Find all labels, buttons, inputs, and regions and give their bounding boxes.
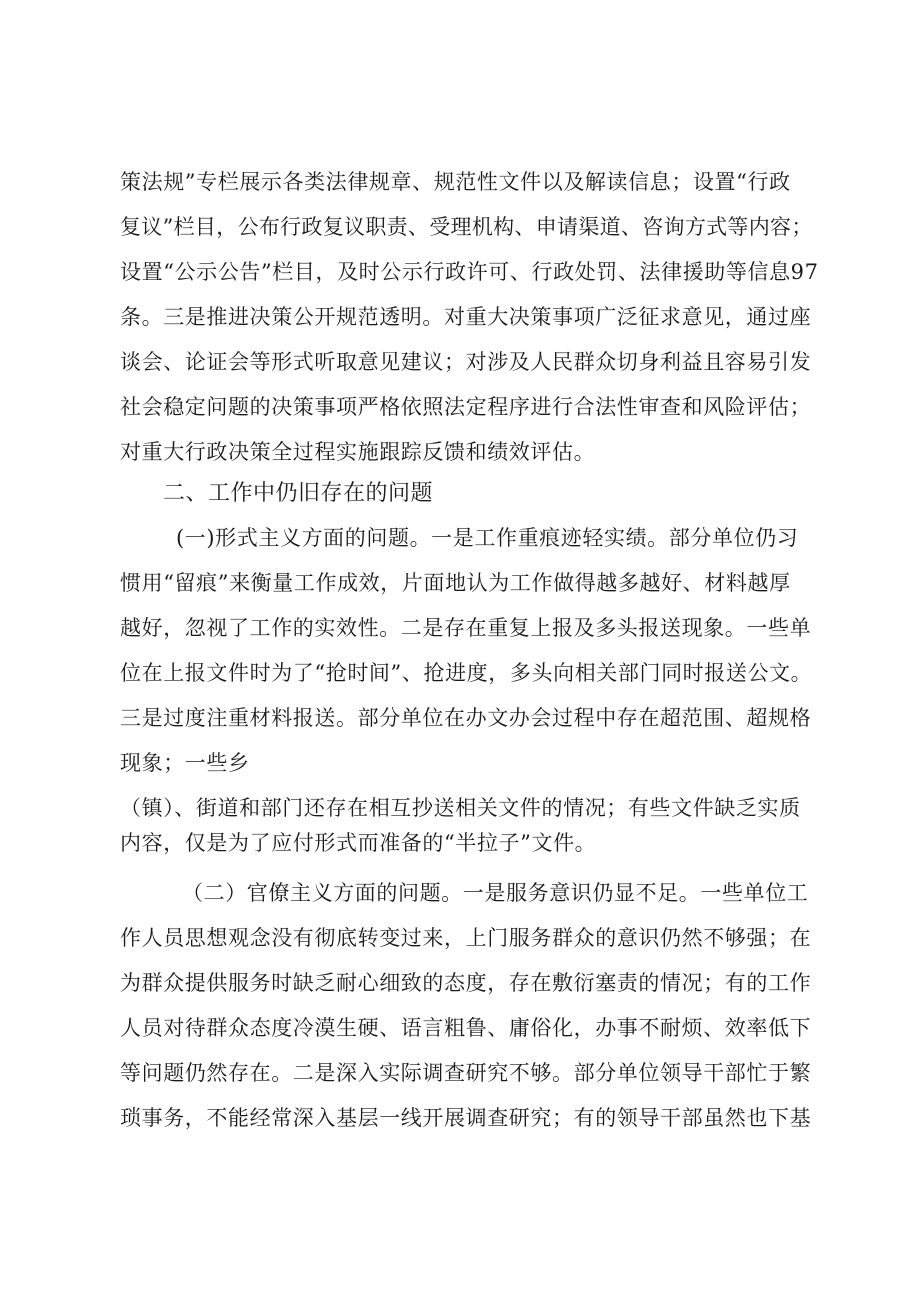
body-text-line: 条。三是推进决策公开规范透明。对重大决策事项广泛征求意见，通过座 [120,305,812,329]
body-text-line: 三是过度注重材料报送。部分单位在办文办会过程中存在超范围、超规格 [120,706,812,730]
body-text-line: 设置“公示公告”栏目，及时公示行政许可、行政处罚、法律援助等信息97 [120,260,819,284]
body-text-line: 惯用“留痕”来衡量工作成效，片面地认为工作做得越多越好、材料越厚 [120,571,791,595]
body-text-line: (一)形式主义方面的问题。一是工作重痕迹轻实绩。部分单位仍习 [176,526,799,550]
body-text-line: 谈会、论证会等形式听取意见建议；对涉及人民群众切身利益且容易引发 [120,350,812,374]
body-text-line: 社会稳定问题的决策事项严格依照法定程序进行合法性审查和风险评估； [120,395,812,419]
body-text-line: 为群众提供服务时缺乏耐心细致的态度，存在敷衍塞责的情况；有的工作 [120,971,812,995]
body-text-line: （二）官僚主义方面的问题。一是服务意识仍显不足。一些单位工 [182,881,809,905]
body-text-line: 琐事务，不能经常深入基层一线开展调查研究；有的领导干部虽然也下基 [120,1106,812,1130]
body-text-line: 作人员思想观念没有彻底转变过来，上门服务群众的意识仍然不够强；在 [120,926,812,950]
body-text-line: 复议”栏目，公布行政复议职责、受理机构、申请渠道、咨询方式等内容； [120,215,813,239]
body-text-line: 越好，忽视了工作的实效性。二是存在重复上报及多头报送现象。一些单 [120,616,812,640]
body-text-line: 内容，仅是为了应付形式而准备的“半拉子”文件。 [120,831,597,855]
body-text-line: 对重大行政决策全过程实施跟踪反馈和绩效评估。 [120,440,596,464]
body-text-line: 现象；一些乡 [120,751,250,775]
body-text-line: （镇）、街道和部门还存在相互抄送相关文件的情况；有些文件缺乏实质 [120,796,801,820]
body-text-line: 策法规”专栏展示各类法律规章、规范性文件以及解读信息；设置“行政 [120,170,791,194]
body-text-line: 等问题仍然存在。二是深入实际调查研究不够。部分单位领导干部忙于繁 [120,1061,812,1085]
body-text-line: 位在上报文件时为了“抢时间”、抢进度，多头向相关部门同时报送公文。 [120,661,813,685]
body-text-line: 人员对待群众态度冷漠生硬、语言粗鲁、庸俗化，办事不耐烦、效率低下 [120,1016,812,1040]
section-heading: 二、工作中仍旧存在的问题 [163,481,434,506]
